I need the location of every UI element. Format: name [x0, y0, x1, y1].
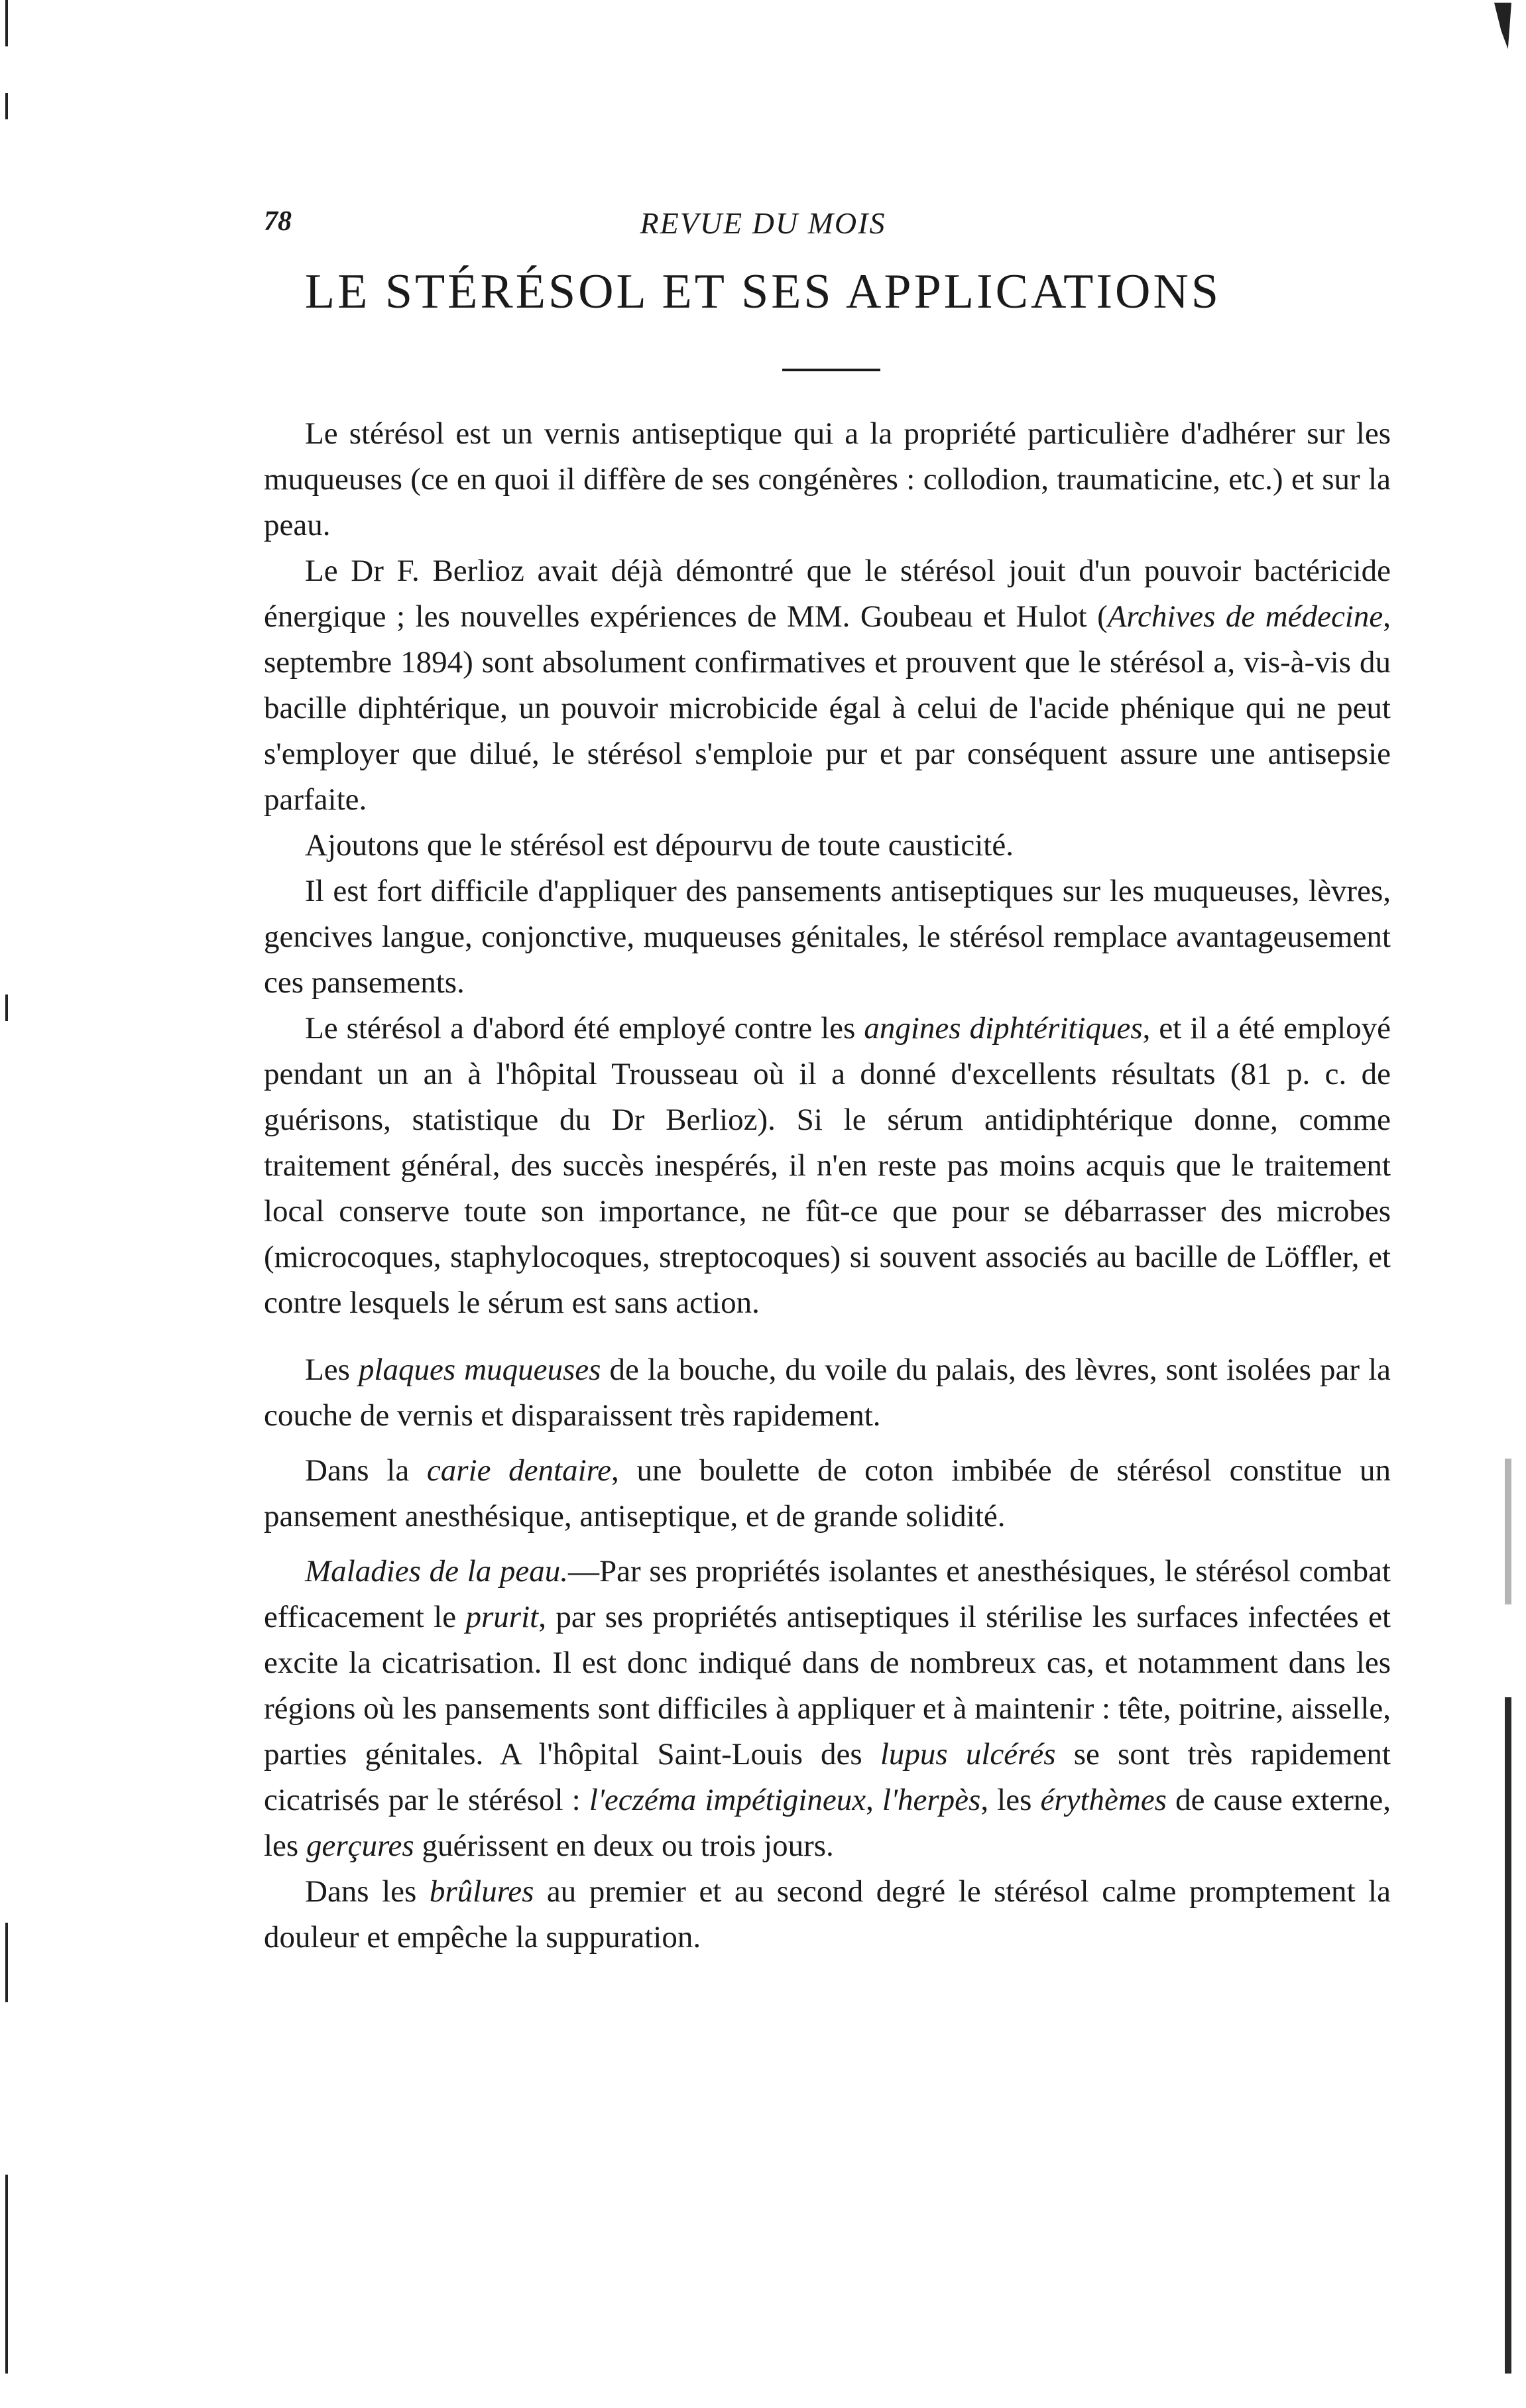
scan-mark — [5, 1923, 8, 2002]
paragraph: Il est fort difficile d'appliquer des pansements antiseptiques sur les muqueuses, lèvres, gencives langue, conjonctive, muqueuses génitales, le stérésol remplace avantageusement ces pansements. — [264, 874, 1391, 1000]
scan-mark — [5, 93, 8, 119]
running-title: REVUE DU MOIS — [640, 206, 886, 240]
scan-mark — [5, 2175, 8, 2374]
scan-mark — [5, 994, 8, 1021]
running-head — [0, 199, 1526, 252]
paragraph: Dans la carie dentaire, une boulette de coton imbibée de stérésol constitue un pansement anesthésique, antiseptique, et de grande solidité. — [264, 1453, 1391, 1534]
corner-scan-mark — [1494, 3, 1511, 49]
page-number: 78 — [264, 206, 292, 237]
paragraph: Les plaques muqueuses de la bouche, du voile du palais, des lèvres, sont isolées par la couche de vernis et disparaissent très rapidement. — [264, 1353, 1391, 1433]
paragraph: Le Dr F. Berlioz avait déjà démontré que le stérésol jouit d'un pouvoir bactéricide énergique ; les nouvelles expériences de MM. Goubeau et Hulot (Archives de médecine, septembre 1894) sont absolument confirmatives et prouvent que le stérésol a, vis-à-vis du bacille diphtérique, un pouvoir microbicide égal à celui de l'acide phénique qui ne peut s'employer que dilué, le stérésol s'emploie pur et par conséquent assure une antisepsie parfaite. — [264, 554, 1391, 817]
article-body — [264, 411, 1391, 1960]
binding-shadow — [1505, 1459, 1511, 1604]
scan-mark — [5, 0, 8, 46]
paragraph: Dans les brûlures au premier et au second degré le stérésol calme promptement la douleur et empêche la suppuration. — [264, 1874, 1391, 1955]
binding-shadow — [1505, 1697, 1511, 2374]
right-margin-binding-shadow — [1486, 1459, 1526, 2374]
paragraph: Le stérésol est un vernis antiseptique qui a la propriété particulière d'adhérer sur les muqueuses (ce en quoi il diffère de ses congénères : collodion, traumaticine, etc.) et sur la peau. — [264, 416, 1391, 542]
left-margin-scan-marks — [4, 0, 12, 2408]
title-rule — [782, 369, 880, 371]
paragraph: Ajoutons que le stérésol est dépourvu de toute causticité. — [305, 828, 1014, 863]
paragraph: Maladies de la peau.—Par ses propriétés isolantes et anesthésiques, le stérésol combat efficacement le prurit, par ses propriétés antiseptiques il stérilise les surfaces infectées et excite la cicatrisation. Il est donc indiqué dans de nombreux cas, et notamment dans les régions où les pansements sont difficiles à appliquer et à maintenir : tête, poitrine, aisselle, parties génitales. A l'hôpital Saint-Louis des lupus ulcérés se sont très rapidement cicatrisés par le stérésol : l'eczéma impétigineux, l'herpès, les érythèmes de cause externe, les gerçures guérissent en deux ou trois jours. — [264, 1554, 1391, 1863]
article-title: LE STÉRÉSOL ET SES APPLICATIONS — [304, 265, 1222, 319]
paragraph: Le stérésol a d'abord été employé contre les angines diphtéritiques, et il a été employé pendant un an à l'hôpital Trousseau où il a donné d'excellents résultats (81 p. c. de guérisons, statistique du Dr Berlioz). Si le sérum antidiphtérique donne, comme traitement général, des succès inespérés, il n'en reste pas moins acquis que le traitement local conserve toute son importance, ne fût-ce que pour se débarrasser des microbes (microcoques, staphylocoques, streptocoques) si souvent associés au bacille de Löffler, et contre lesquels le sérum est sans action. — [264, 1011, 1391, 1320]
